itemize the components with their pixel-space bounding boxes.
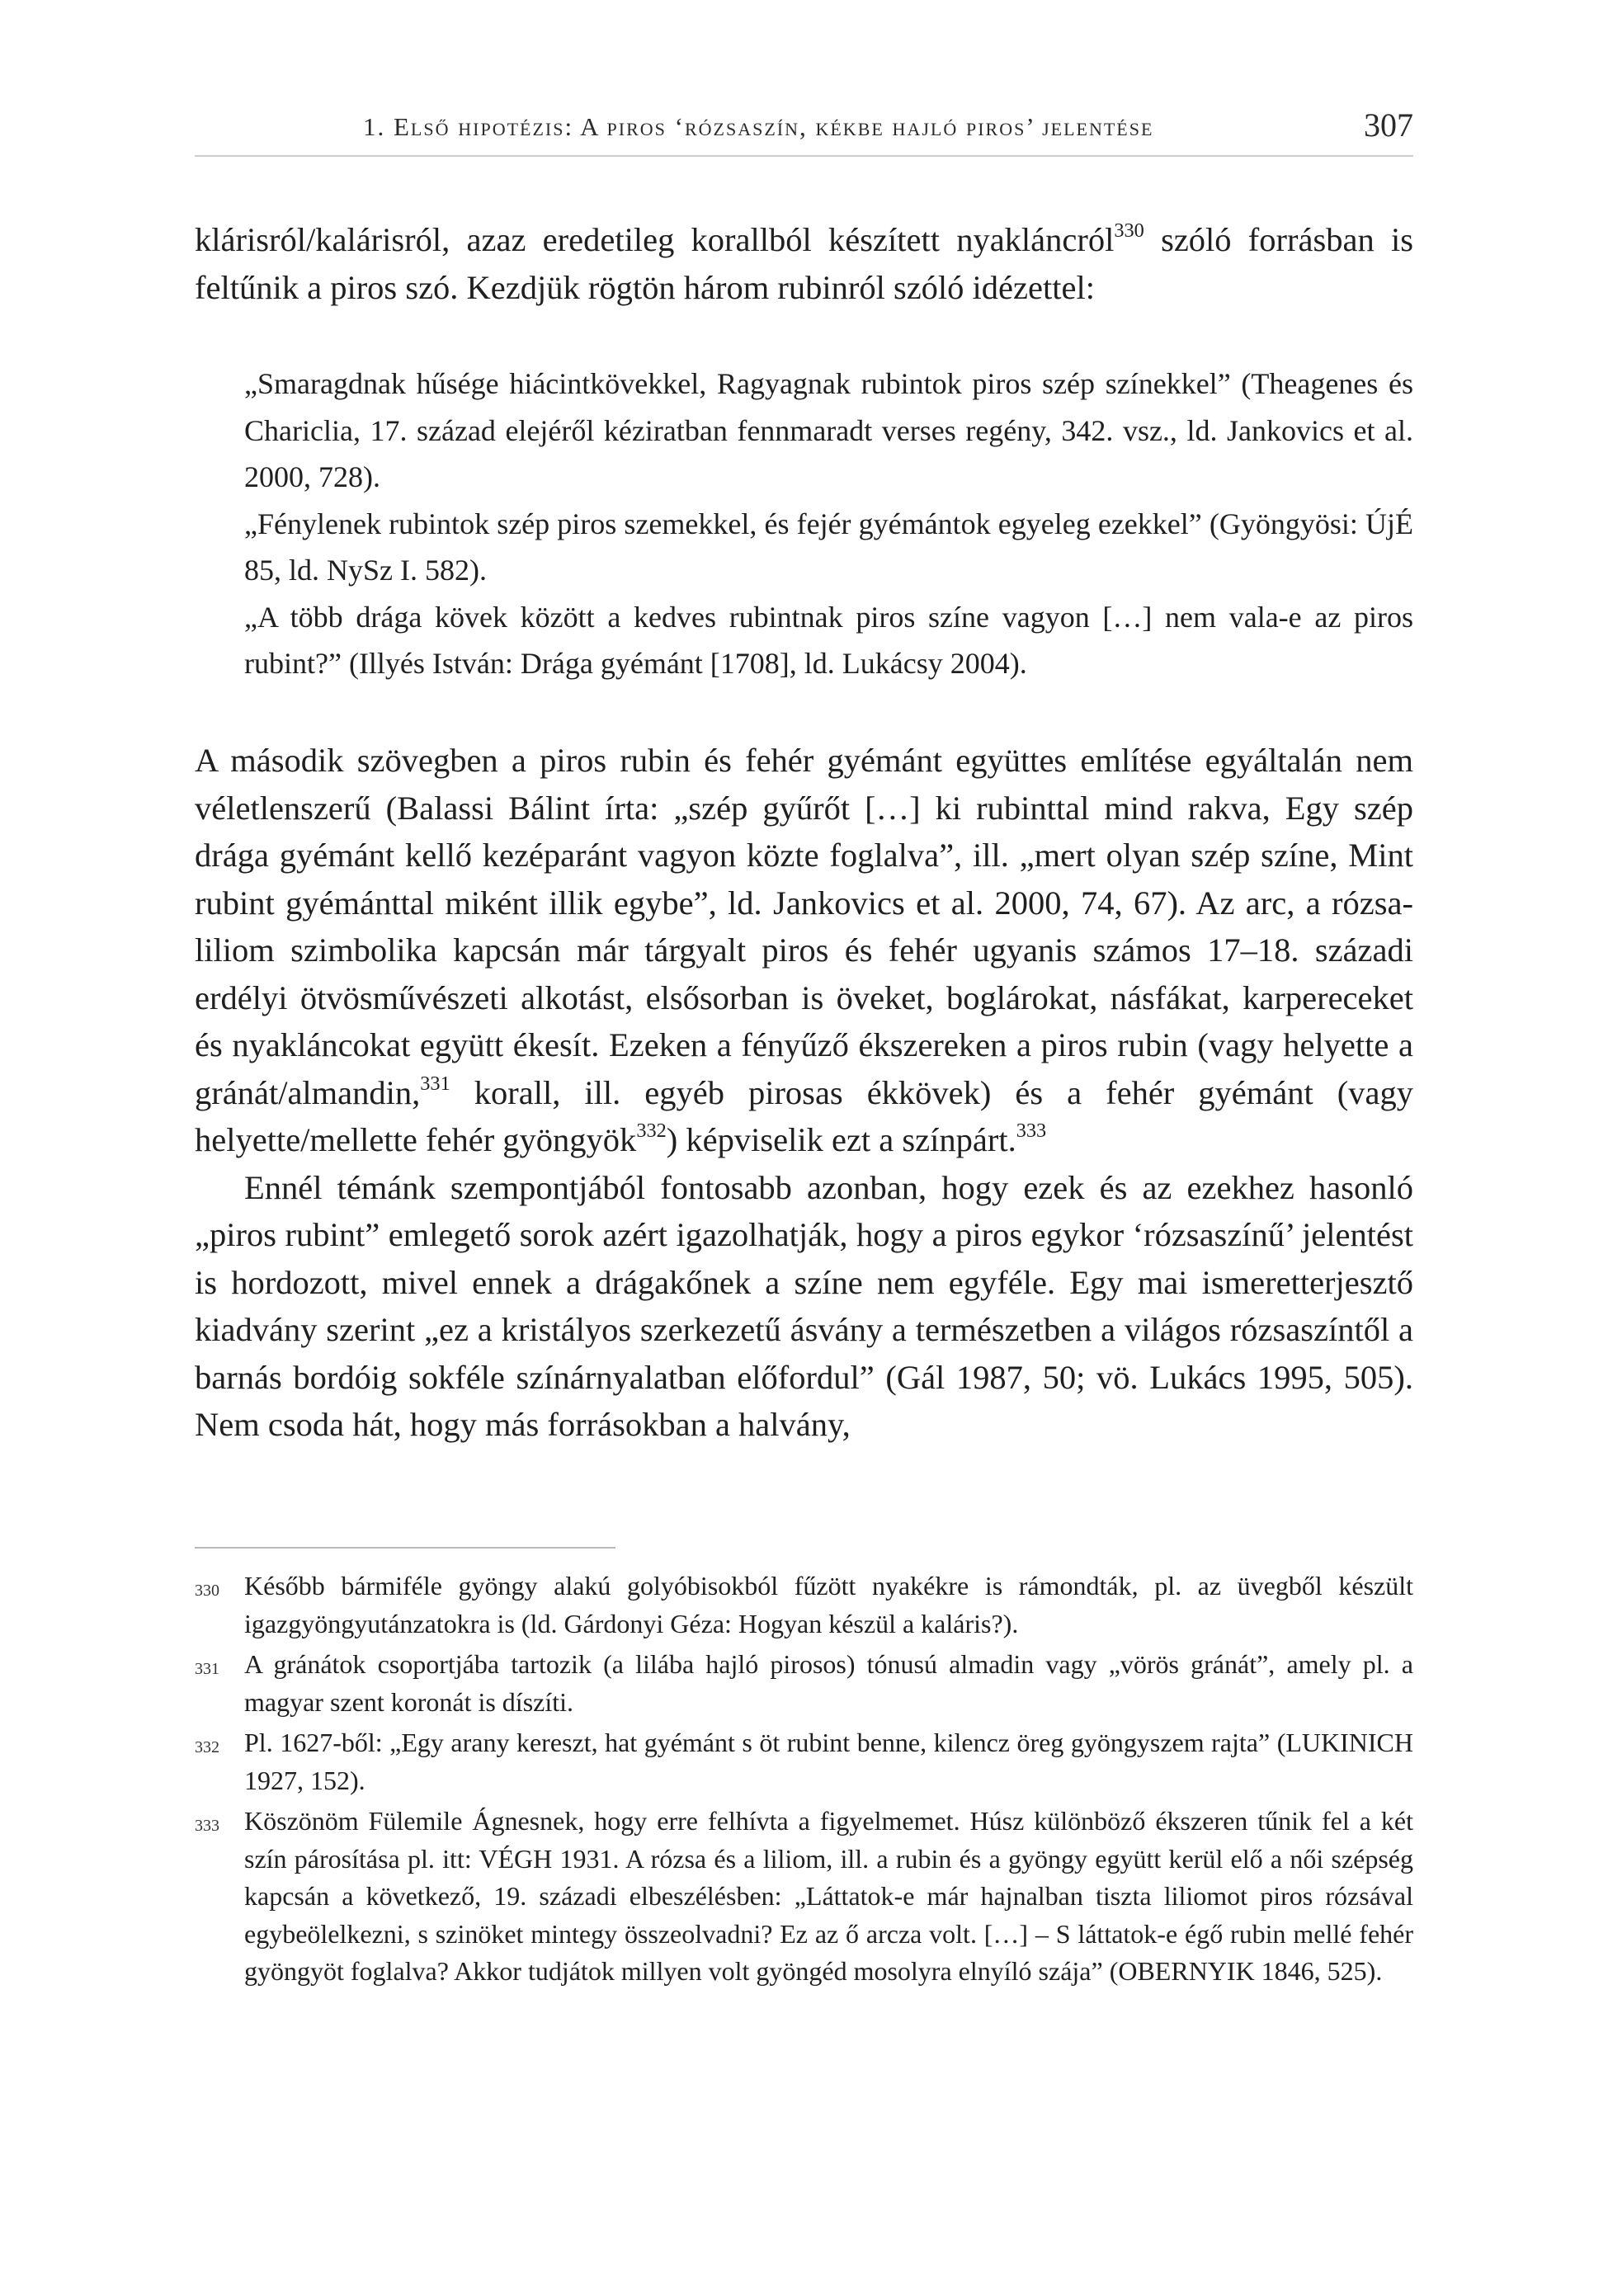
paragraph-1-part-b: korall, ill. egyéb pirosas ékkövek) és a fehér gyémánt (vagy helyette/mellette fehér gyöngyök	[195, 1073, 1413, 1158]
footnote-rule	[195, 1547, 615, 1549]
body-paragraph-2: Ennél témánk szempontjából fontosabb azonban, hogy ezek és az ezekhez hasonló „piros rubint” emlegető sorok azért igazolhatják, hogy a piros egykor ‘rózsaszínű’ jelentést is hordozott, mivel ennek a drágakőnek a színe nem egyféle. Egy mai ismeretterjesztő kiadvány szerint „ez a kristályos szerkezetű ásvány a természetben a világos rózsaszíntől a barnás bordóig sokféle színárnyalatban előfordul” (Gál 1987, 50; vö. Lukács 1995, 505). Nem csoda hát, hogy más forrásokban a halvány,	[195, 1168, 1413, 1443]
footnote-ref-333[interactable]: 333	[1016, 1120, 1047, 1142]
paragraph-1-part-c: ) képviselik ezt a színpárt.	[666, 1121, 1016, 1158]
footnote-text: Később bármiféle gyöngy alakú golyóbisokból fűzött nyakékre is rámondták, pl. az üvegből készült igazgyöngyutánzatokra is (ld. Gárdonyi Géza: Hogyan készül a kaláris?).	[244, 1571, 1413, 1638]
footnotes	[195, 1568, 1413, 1994]
intro-line-1: klárisról/kalárisról, azaz eredetileg korallból készített nyakláncról	[195, 221, 1115, 258]
header-rule	[195, 155, 1413, 157]
footnote-text: Pl. 1627-ből: „Egy arany kereszt, hat gyémánt s öt rubint benne, kilencz öreg gyöngyszem rajta” (LUKINICH 1927, 152).	[244, 1728, 1413, 1795]
footnote-number: 330	[195, 1582, 219, 1600]
footnote-ref-331[interactable]: 331	[420, 1072, 450, 1095]
paragraph-1-part-a: A második szövegben a piros rubin és fehér gyémánt együttes említése egyáltalán nem véletlenszerű (Balassi Bálint írta: „szép gyűrőt […] ki rubinttal mind rakva, Egy szép drága gyémánt kellő kezéparánt vagyon közte foglalva”, ill. „mert olyan szép színe, Mint rubint gyémánttal miként illik egybe”, ld. Jankovics et al. 2000, 74, 67). Az arc, a rózsa-liliom szimbolika kapcsán már tárgyalt piros és fehér ugyanis számos 17–18. századi erdélyi ötvösművészeti alkotást, elsősorban is öveket, boglárokat, násfákat, karpereceket és nyakláncokat együtt ékesít. Ezeken a fényűző ékszereken a piros rubin (vagy helyette a gránát/almandin,	[195, 742, 1413, 1111]
footnote-332	[195, 1724, 1413, 1799]
intro-line-2: is feltűnik a piros szó. Kezdjük rögtön három rubinról szóló idézettel:	[195, 221, 1413, 306]
footnote-number: 333	[195, 1817, 219, 1835]
quote-1: „Smaragdnak hűsége hiácintkövekkel, Ragyagnak rubintok piros szép színekkel” (Theagenes és Chariclia, 17. század elejéről kéziratban fennmaradt verses regény, 342. vsz., ld. Jankovics et al. 2000, 728).	[244, 367, 1413, 493]
footnote-330	[195, 1568, 1413, 1643]
footnote-text: Köszönöm Fülemile Ágnesnek, hogy erre felhívta a figyelmemet. Húsz különböző ékszeren tűnik fel a két szín párosítása pl. itt: VÉGH 1931. A rózsa és a liliom, ill. a rubin és a gyöngy együtt kerül elő a női szépség kapcsán a következő, 19. századi elbeszélésben: „Láttatok-e már hajnalban tiszta liliomot piros rózsával egybeölelkezni, s szinöket mintegy összeolvadni? Ez az ő arcza volt. […] – S láttatok-e égő rubin mellé fehér gyöngyöt foglalva? Akkor tudjátok millyen volt gyöngéd mosolyra elnyíló szája” (OBERNYIK 1846, 525).	[244, 1806, 1413, 1986]
footnote-number: 332	[195, 1738, 219, 1756]
running-head: 1. Első hipotézis: A piros ‘rózsaszín, kékbe hajló piros’ jelentése	[363, 112, 1154, 141]
quote-2: „Fénylenek rubintok szép piros szemekkel, és fejér gyémántok egyeleg ezekkel” (Gyöngyösi: ÚjÉ 85, ld. NySz I. 582).	[244, 507, 1413, 587]
quote-block	[244, 361, 1413, 687]
body-paragraph-1	[195, 737, 1413, 1449]
page-number: 307	[1364, 106, 1413, 144]
footnote-ref-330[interactable]: 330	[1114, 219, 1144, 242]
footnote-ref-332[interactable]: 332	[636, 1120, 667, 1142]
footnote-333	[195, 1803, 1413, 1991]
footnote-text: A gránátok csoportjába tartozik (a lilába hajló pirosos) tónusú almadin vagy „vörös gránát”, amely pl. a magyar szent koronát is díszíti.	[244, 1649, 1413, 1717]
footnote-331	[195, 1646, 1413, 1721]
intro-line-1-end: szóló forrásban	[1144, 221, 1375, 258]
quote-3: „A több drága kövek között a kedves rubintnak piros színe vagyon […] nem vala-e az piros rubint?” (Illyés István: Drága gyémánt [1708], ld. Lukácsy 2004).	[244, 600, 1413, 680]
intro-paragraph	[195, 216, 1413, 311]
footnote-number: 331	[195, 1660, 219, 1678]
